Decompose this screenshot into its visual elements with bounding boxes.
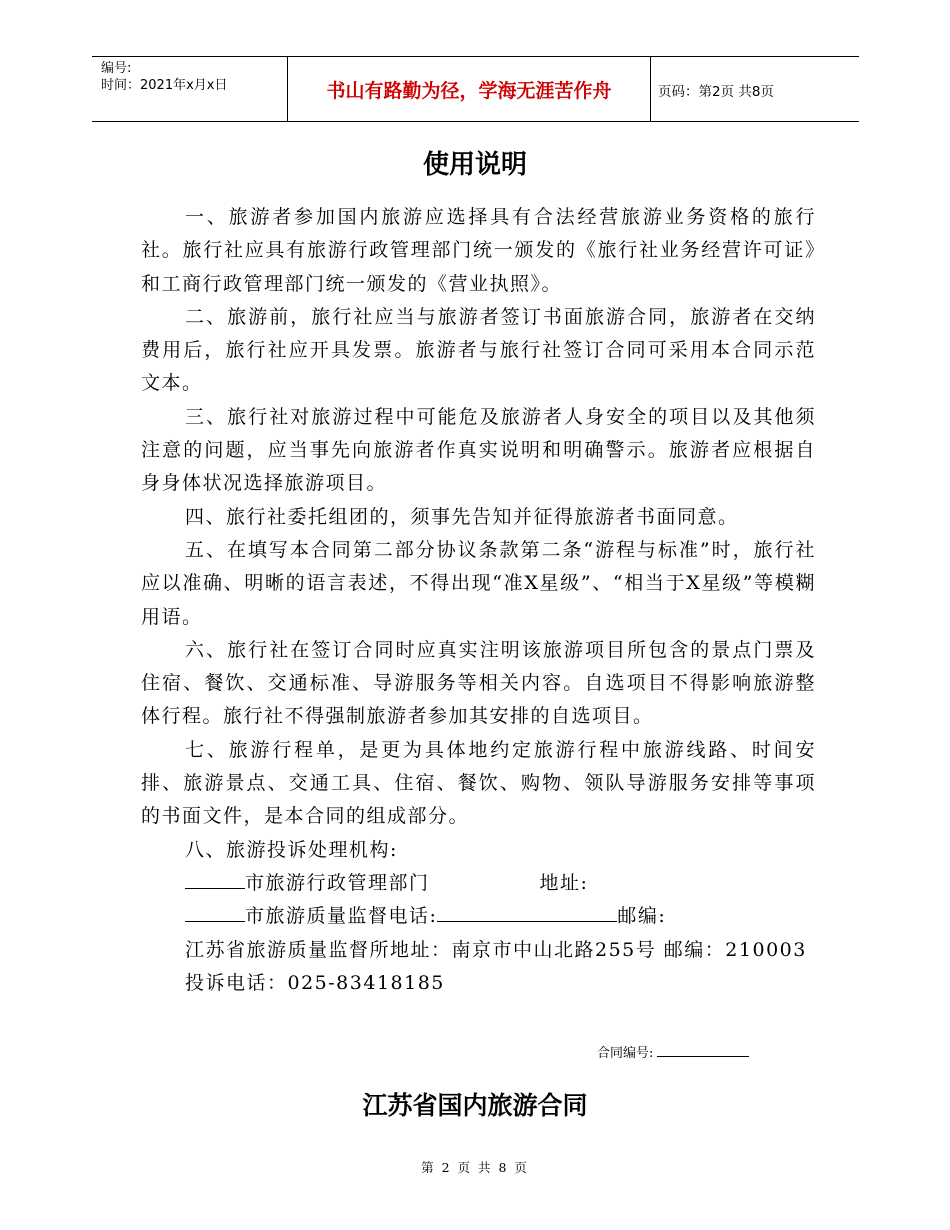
contract-number-field <box>597 1042 749 1061</box>
header-top-rule <box>92 56 859 57</box>
paragraph: 一、旅游者参加国内旅游应选择具有合法经营旅游业务资格的旅行社。旅行社应具有旅游行政管理部门统一颁发的《旅行社业务经营许可证》和工商行政管理部门统一颁发的《营业执照》。 <box>141 206 816 295</box>
paragraph: 三、旅行社对旅游过程中可能危及旅游者人身安全的项目以及其他须注意的问题，应当事先向旅游者作真实说明和明确警示。旅游者应根据自身身体状况选择旅游项目。 <box>141 405 816 495</box>
header-bottom-rule <box>92 121 859 122</box>
jiangsu-office-address: 江苏省旅游质量监督所地址：南京市中山北路255号 邮编：210003 <box>185 938 807 961</box>
paragraph: 五、在填写本合同第二部分协议条款第二条“游程与标准”时，旅行社应以准确、明晰的语言表述，不得出现“准X星级”、“相当于X星级”等模糊用语。 <box>141 538 816 628</box>
header-divider <box>650 56 651 121</box>
contract-title: 江苏省国内旅游合同 <box>362 1091 588 1120</box>
complaint-dept-text: 市旅游行政管理部门 <box>245 871 430 894</box>
document-time: 时间：2021年x月x日 <box>101 78 228 93</box>
complaint-dept-line <box>141 867 816 900</box>
address-label: 地址: <box>539 871 589 894</box>
header-motto: 书山有路勤为径，学海无涯苦作舟 <box>326 80 612 102</box>
paragraph: 八、旅游投诉处理机构: <box>185 838 398 861</box>
paragraph: 二、旅游前，旅行社应当与旅游者签订书面旅游合同，旅游者在交纳费用后，旅行社应开具发票。旅游者与旅行社签订合同可采用本合同示范文本。 <box>141 305 816 395</box>
header-page-info: 页码：第2页 共8页 <box>658 84 774 100</box>
page-footer: 第 2 页 共 8 页 <box>421 1160 529 1175</box>
paragraph: 七、旅游行程单，是更为具体地约定旅游行程中旅游线路、时间安排、旅游景点、交通工具、住宿、餐饮、购物、领队导游服务安排等事项的书面文件，是本合同的组成部分。 <box>141 738 816 828</box>
document-number-label: 编号: <box>101 61 132 76</box>
contract-number-blank <box>657 1055 749 1057</box>
contract-number-label: 合同编号: <box>597 1046 654 1061</box>
instructions-body <box>141 201 816 1000</box>
complaint-hotline: 投诉电话：025-83418185 <box>185 971 445 994</box>
city-blank <box>185 920 245 922</box>
complaint-phone-text: 市旅游质量监督电话: <box>245 905 438 928</box>
header-meta <box>101 60 227 94</box>
paragraph: 六、旅行社在签订合同时应真实注明该旅游项目所包含的景点门票及住宿、餐饮、交通标准、导游服务等相关内容。自选项目不得影响旅游整体行程。旅行社不得强制旅游者参加其安排的自选项目。 <box>141 638 816 728</box>
city-blank <box>185 887 245 889</box>
phone-blank <box>437 920 617 922</box>
postcode-label: 邮编: <box>617 905 667 928</box>
page-title: 使用说明 <box>422 150 527 180</box>
complaint-phone-line <box>141 900 816 933</box>
paragraph: 四、旅行社委托组团的，须事先告知并征得旅游者书面同意。 <box>185 505 739 528</box>
